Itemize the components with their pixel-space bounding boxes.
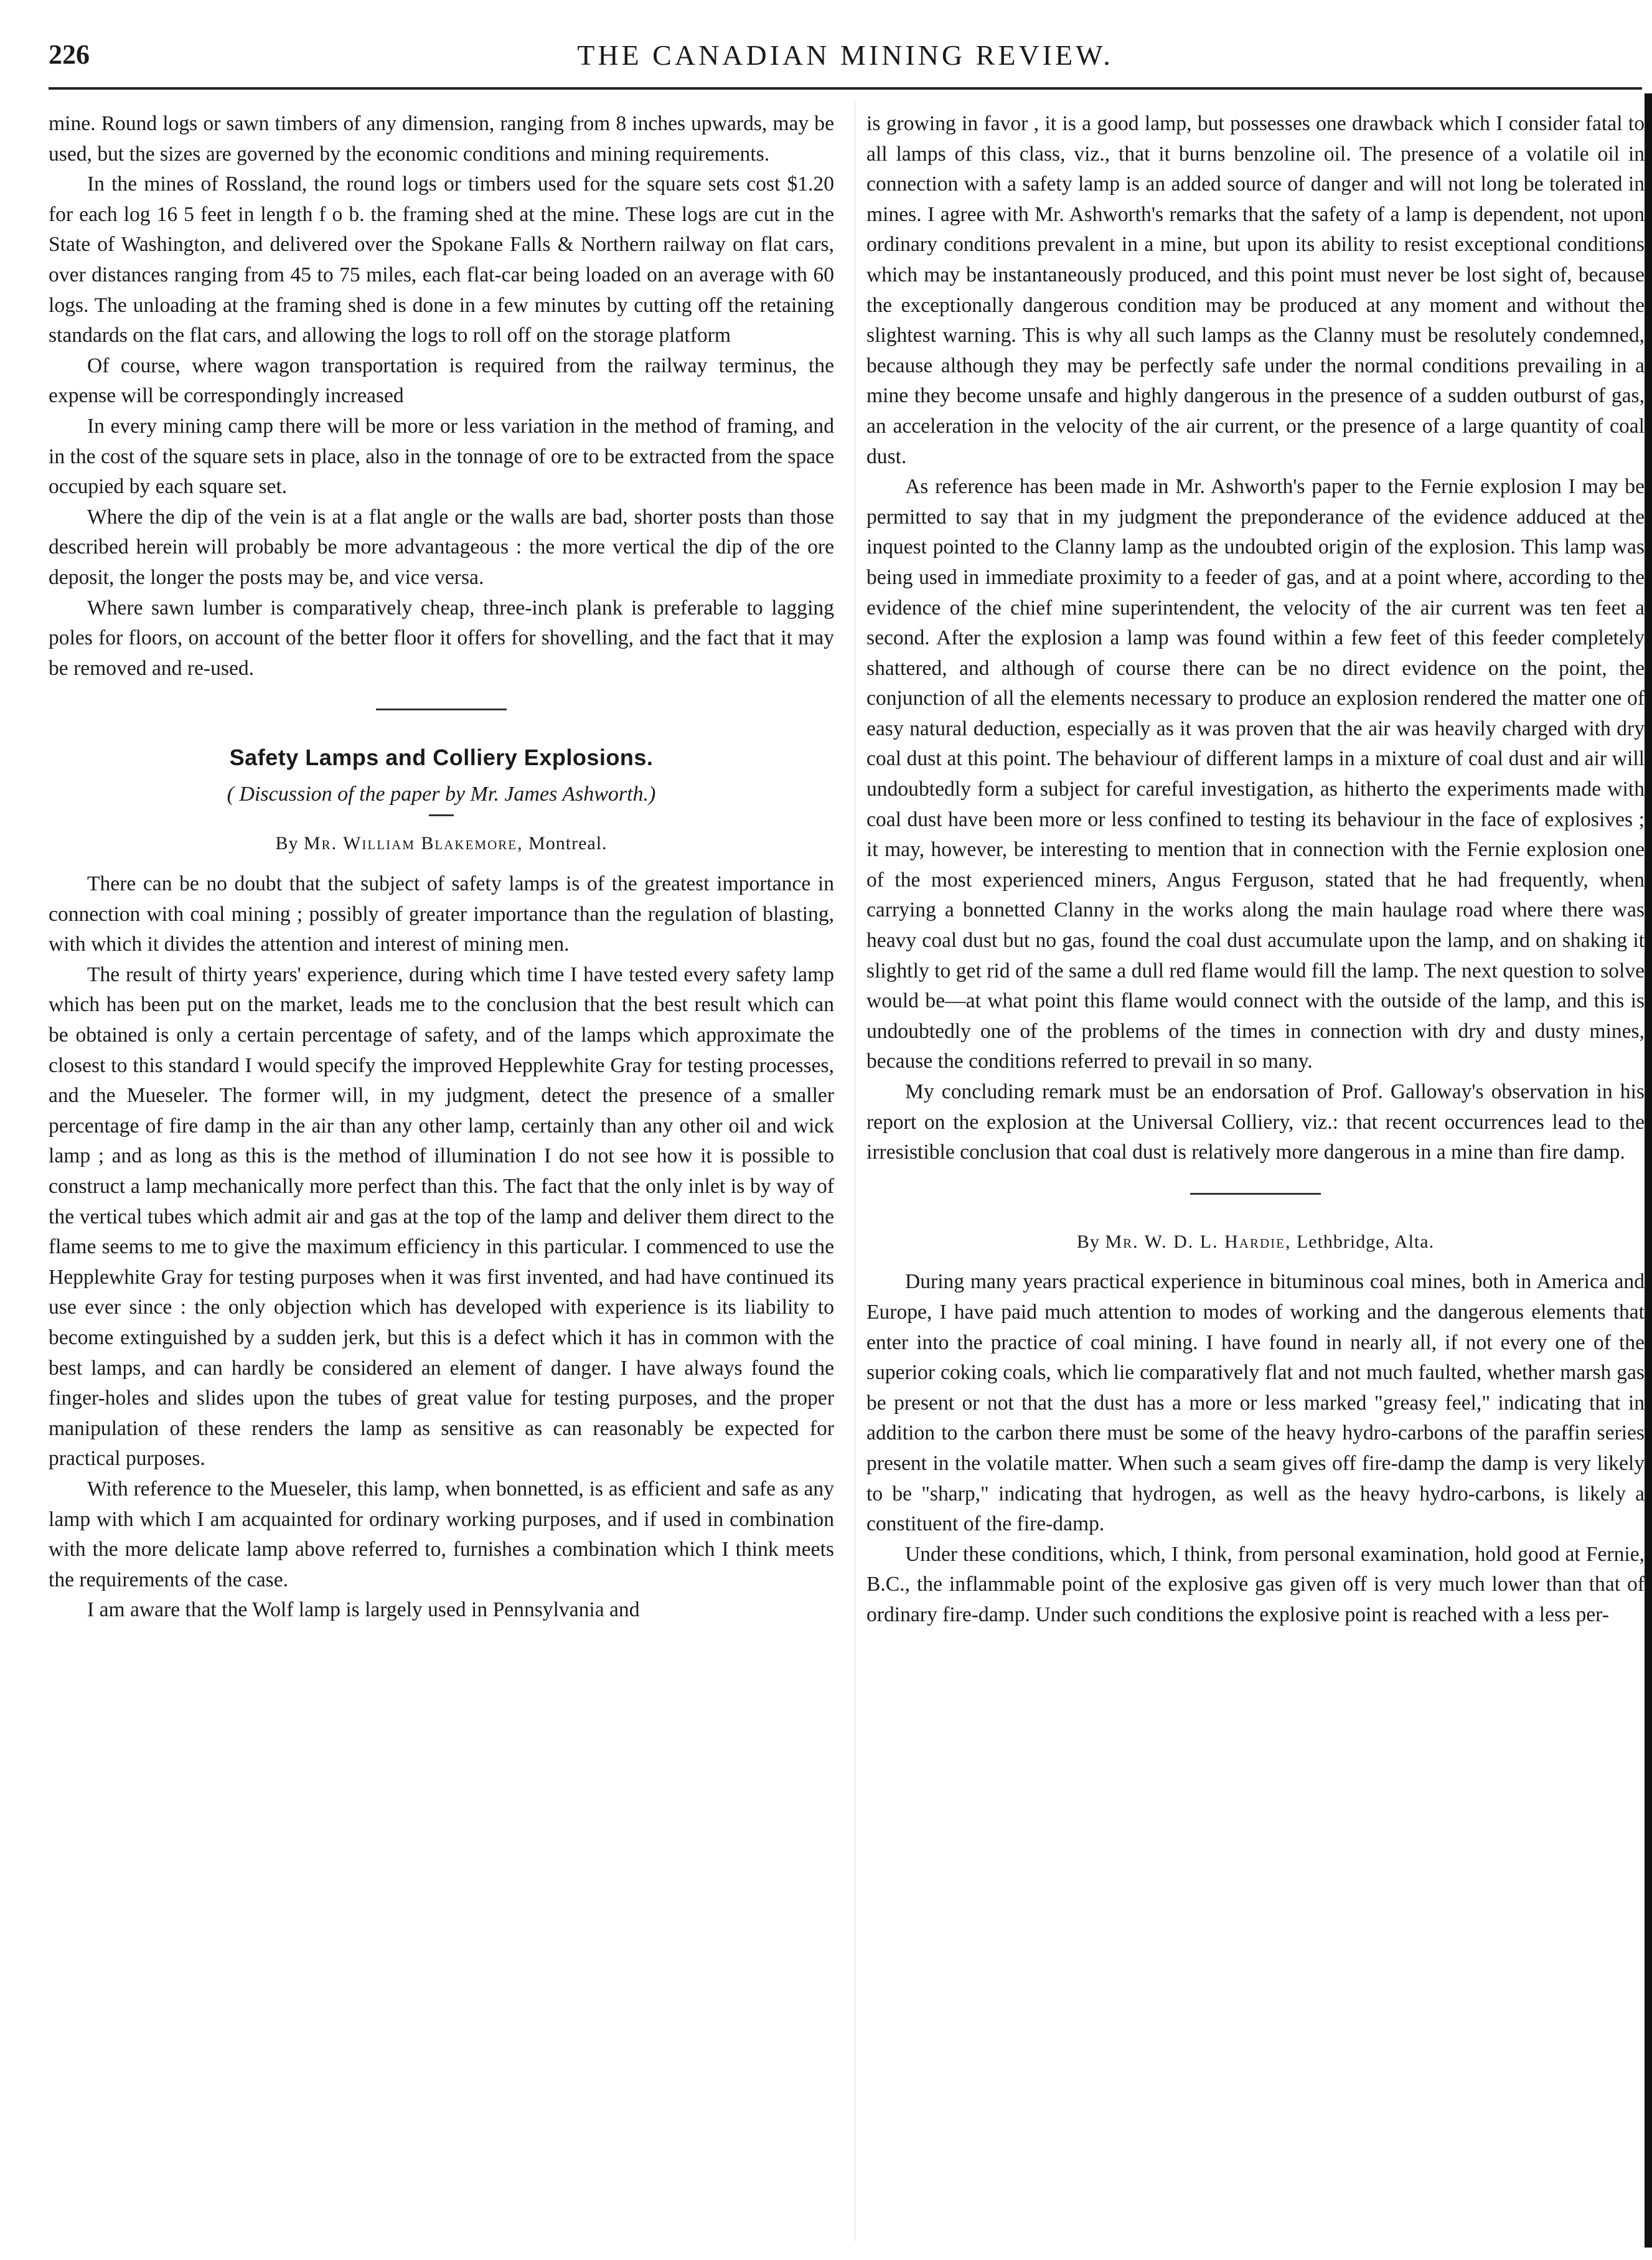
byline-author: Mr. W. D. L. Hardie,	[1105, 1231, 1292, 1252]
short-divider	[429, 814, 454, 816]
section-divider	[1190, 1193, 1321, 1195]
paragraph: Where sawn lumber is comparatively cheap, three-inch plank is preferable to lagging poles for floors, on account of the better floor it offers for shovelling, and the fact that it may be removed and re-used.	[49, 596, 834, 680]
paragraph: Under these conditions, which, I think, from personal examination, hold good at Fernie, B.C., the inflammable point of the explosive gas given off is very much lower than that of ordinary fire-damp. Under such conditions the explosive point is reached with a less per-	[866, 1542, 1645, 1626]
paragraph: I am aware that the Wolf lamp is largely used in Pennsylvania and	[87, 1598, 640, 1622]
byline-place: Lethbridge, Alta.	[1296, 1231, 1435, 1252]
byline-prefix: By	[1076, 1231, 1100, 1252]
article-title: Safety Lamps and Colliery Explosions.	[229, 745, 654, 771]
paragraph: In every mining camp there will be more or less variation in the method of framing, and in the cost of the square sets in place, also in the tonnage of ore to be extracted from the space occupied by each square set.	[49, 414, 834, 499]
page-header	[49, 39, 1642, 82]
article-byline	[49, 829, 834, 859]
paragraph: My concluding remark must be an endorsation of Prof. Galloway's observation in his report on the explosion at the Universal Colliery, viz.: that recent occurrences lead to the irresistible conclusion that coal dust is relatively more dangerous in a mine than fire damp.	[866, 1080, 1645, 1164]
second-byline	[866, 1227, 1645, 1258]
left-column	[49, 109, 834, 2244]
byline-prefix: By	[275, 833, 299, 854]
paragraph: Where the dip of the vein is at a flat angle or the walls are bad, shorter posts than those described herein will probably be more advantageous : the more vertical the dip of the ore deposit, the longer the posts may be, and vice versa.	[49, 505, 834, 589]
paragraph: As reference has been made in Mr. Ashworth's paper to the Fernie explosion I may be permitted to say that in my judgment the preponderance of the evidence adduced at the inquest pointed to the Clanny lamp as the undoubted origin of the explosion. This lamp was being used in immediate proximity to a feeder of gas, and at a point where, according to the evidence of the chief mine superintendent, the velocity of the air current was ten feet a second. After the explosion a lamp was found within a few feet of this feeder completely shattered, and although of course there can be no direct evidence on the point, the conjunction of all the elements necessary to produce an explosion rendered the matter one of easy natural deduction, especially as it was proven that the air was heavily charged with dry coal dust at this point. The behaviour of different lamps in a mixture of coal dust and air will undoubtedly form a subject for careful investigation, as hitherto the experiments made with coal dust have been more or less confined to testing its behaviour in the face of explosives ; it may, however, be interesting to mention that in connection with the Fernie explosion one of the most experienced miners, Angus Ferguson, stated that he had frequently, when carrying a bonnetted Clanny in the works along the main haulage road where there was heavy coal dust but no gas, found the coal dust accumulate upon the lamp, and on shaking it slightly to get rid of the same a dull red flame would fill the lamp. The next question to solve would be—at what point this flame would connect with the outside of the lamp, and this is undoubtedly one of the problems of the times in connection with dry and dusty mines, because the conditions referred to prevail in so many.	[866, 475, 1645, 1073]
section-divider	[376, 709, 507, 710]
paragraph: There can be no doubt that the subject of safety lamps is of the greatest importance in connection with coal mining ; possibly of greater importance than the regulation of blasting, with which it divides the attention and interest of mining men.	[49, 872, 834, 956]
byline-place: Montreal.	[528, 833, 608, 854]
paragraph: is growing in favor , it is a good lamp, but possesses one drawback which I consider fatal to all lamps of this class, viz., that it burns benzoline oil. The presence of a volatile oil in connection with a safety lamp is an added source of danger and will not long be tolerated in mines. I agree with Mr. Ashworth's remarks that the safety of a lamp is dependent, not upon ordinary conditions prevalent in a mine, but upon its ability to resist exceptional conditions which may be instantaneously produced, and this point must never be lost sight of, because the exceptionally dangerous condition may be produced at any moment and without the slightest warning. This is why all such lamps as the Clanny must be resolutely condemned, because although they may be perfectly safe under the normal conditions prevailing in a mine they become unsafe and highly dangerous in the presence of a sudden outburst of gas, an acceleration in the velocity of the air current, or the presence of a large quantity of coal dust.	[866, 112, 1645, 468]
paragraph: In the mines of Rossland, the round logs or timbers used for the square sets cost $1.20 for each log 16 5 feet in length f o b. the framing shed at the mine. These logs are cut in the State of Washington, and delivered over the Spokane Falls & Northern railway on flat cars, over distances ranging from 45 to 75 miles, each flat-car being loaded on an average with 60 logs. The unloading at the framing shed is done in a few minutes by cutting off the retaining standards on the flat cars, and allowing the logs to roll off on the storage platform	[49, 172, 834, 347]
paragraph: mine. Round logs or sawn timbers of any dimension, ranging from 8 inches upwards, may be used, but the sizes are governed by the economic conditions and mining requirements.	[49, 112, 834, 166]
page-number: 226	[49, 39, 90, 70]
paragraph: The result of thirty years' experience, during which time I have tested every safety lamp which has been put on the market, leads me to the conclusion that the best result which can be obtained is only a certain percentage of safety, and of the lamps which approximate the closest to this standard I would specify the improved Hepplewhite Gray for testing processes, and the Mueseler. The former will, in my judgment, detect the presence of a smaller percentage of fire damp in the air than any other lamp, certainly than any other oil and wick lamp ; and as long as this is the method of illumination I do not see how it is possible to construct a lamp mechanically more perfect than this. The fact that the only inlet is by way of the vertical tubes which admit air and gas at the top of the lamp and deliver them direct to the flame seems to me to give the maximum efficiency in this particular. I commenced to use the Hepplewhite Gray for testing purposes when it was first invented, and had have continued its use ever since : the only objection which has developed with experience is its liability to become extinguished by a sudden jerk, but this is a defect which it has in common with the best lamps, and can hardly be considered an element of danger. I have always found the finger-holes and slides upon the tubes of great value for testing purposes, and the proper manipulation of these renders the lamp as sensitive as can reasonably be expected for practical purposes.	[49, 963, 834, 1471]
running-title: THE CANADIAN MINING REVIEW.	[577, 39, 1114, 71]
article-subtitle: ( Discussion of the paper by Mr. James Ashworth.)	[227, 782, 656, 806]
scan-edge-shadow	[1645, 93, 1652, 2248]
paragraph: Of course, where wagon transportation is required from the railway terminus, the expense will be correspondingly increased	[49, 354, 834, 408]
paragraph: During many years practical experience in bituminous coal mines, both in America and Europe, I have paid much attention to modes of working and the dangerous elements that enter into the practice of coal mining. I have found in nearly all, if not every one of the superior coking coals, which lie comparatively flat and not much faulted, whether marsh gas be present or not that the dust has a more or less marked "greasy feel," indicating that in addition to the carbon there must be some of the heavy hydro-carbons of the paraffin series present in the volatile matter. When such a seam gives off fire-damp the damp is very likely to be "sharp," indicating that hydrogen, as well as the heavy hydro-carbons, is likely a constituent of the fire-damp.	[866, 1270, 1645, 1536]
byline-author: Mr. William Blakemore,	[303, 833, 523, 854]
right-column	[866, 109, 1645, 2244]
header-rule	[49, 87, 1642, 90]
paragraph: With reference to the Mueseler, this lamp, when bonnetted, is as efficient and safe as any lamp with which I am acquainted for ordinary working purposes, and if used in combination with the more delicate lamp above referred to, furnishes a combination which I think meets the requirements of the case.	[49, 1477, 834, 1591]
